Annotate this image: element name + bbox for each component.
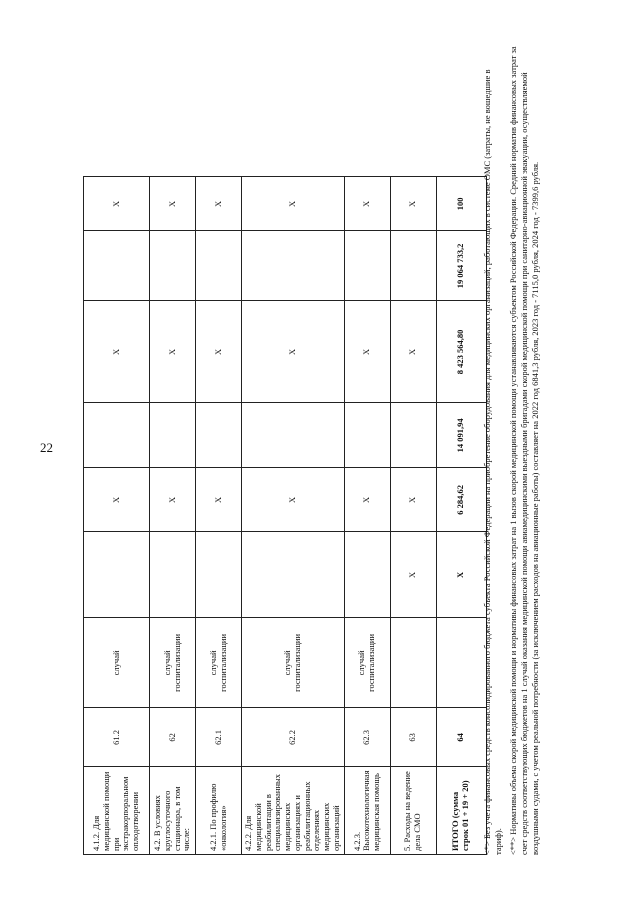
table-row [344, 177, 390, 855]
row-unit [436, 618, 486, 708]
row-unit: случай [84, 618, 150, 708]
table-row [84, 177, 150, 855]
footnote-2: <**> Нормативы объема скорой медицинской помощи и нормативы финансовых затрат на 1 вызов скорой медицинской помощи устанавливаются субъектом Российской Федерации. Средний норматив финансовых затрат за счет средств соответствующих бюджетов на 1 случай оказания медицинской помощи авиамедицинскими выездными бригадами скорой медицинской помощи при санитарно-авиационной эвакуации, осуществляемой воздушными судами, с учетом реальной потребности (за исключением расходов на авиационные работы) составляет на 2022 год 6841,3 рубля, 2023 год - 7115,0 рубля, 2024 год - 7399,6 рубля. [508, 46, 541, 855]
row-label: 5. Расходы на ведение дела СМО [390, 767, 436, 855]
cell-col6 [390, 403, 436, 468]
cell-col9: Х [196, 177, 242, 231]
cell-col4: Х [390, 532, 436, 618]
cell-col7: 8 423 564,80 [436, 301, 486, 403]
cell-col7: Х [242, 301, 345, 403]
row-label: 4.1.2. Для медицинской помощи при экстракорпоральном оплодотворении [84, 767, 150, 855]
cell-col5: Х [390, 468, 436, 532]
cell-col7: Х [390, 301, 436, 403]
cell-col8 [84, 231, 150, 301]
cell-col8 [344, 231, 390, 301]
cell-col7: Х [344, 301, 390, 403]
row-unit: случай госпитализации [344, 618, 390, 708]
table-row [390, 177, 436, 855]
cell-col4 [242, 532, 345, 618]
page-number: 22 [40, 440, 53, 455]
cell-col9: Х [242, 177, 345, 231]
row-code: 64 [436, 708, 486, 767]
cell-col8 [390, 231, 436, 301]
cell-col6 [344, 403, 390, 468]
row-unit [390, 618, 436, 708]
row-code: 62.2 [242, 708, 345, 767]
cell-col6 [196, 403, 242, 468]
cell-col9: Х [84, 177, 150, 231]
cell-col5: Х [242, 468, 345, 532]
footnote-1: <*> Без учета финансовых средств консолидированного бюджета субъекта Российской Федерации на приобретение оборудования для медицинских организаций, работающих в системе ОМС (затраты, не вошедшие в тариф). [482, 69, 504, 855]
row-unit: случай госпитализации [150, 618, 196, 708]
table-row [196, 177, 242, 855]
cell-col4: Х [436, 532, 486, 618]
cell-col4 [196, 532, 242, 618]
table-row [150, 177, 196, 855]
cell-col6 [84, 403, 150, 468]
cell-col6: 14 091,94 [436, 403, 486, 468]
cell-col5: Х [84, 468, 150, 532]
cell-col8 [242, 231, 345, 301]
cell-col4 [84, 532, 150, 618]
row-label: 4.2.1. По профилю «онкология» [196, 767, 242, 855]
cell-col8 [150, 231, 196, 301]
row-label: 4.2.2. Для медицинской реабилитации в специализированных медицинских организациях и реабилитационных отделениях медицинских организаций [242, 767, 345, 855]
row-unit: случай госпитализации [242, 618, 345, 708]
cell-col7: Х [84, 301, 150, 403]
cell-col7: Х [196, 301, 242, 403]
table-row [436, 177, 486, 855]
cell-col6 [242, 403, 345, 468]
cell-col5: 6 284,62 [436, 468, 486, 532]
cell-col9: Х [344, 177, 390, 231]
row-label: 4.2.3. Высокотехнологичная медицинская помощь [344, 767, 390, 855]
cell-col9: 100 [436, 177, 486, 231]
cell-col5: Х [344, 468, 390, 532]
cell-col6 [150, 403, 196, 468]
cell-col4 [344, 532, 390, 618]
financing-table [83, 176, 487, 855]
cell-col9: Х [150, 177, 196, 231]
row-label: 4.2. В условиях круглосуточного стационара, в том числе: [150, 767, 196, 855]
cell-col8: 19 064 733,2 [436, 231, 486, 301]
row-code: 62.1 [196, 708, 242, 767]
cell-col7: Х [150, 301, 196, 403]
row-label: ИТОГО (сумма строк 01 + 19 + 20) [436, 767, 486, 855]
footnotes [482, 45, 545, 855]
row-code: 61.2 [84, 708, 150, 767]
row-code: 63 [390, 708, 436, 767]
cell-col9: Х [390, 177, 436, 231]
cell-col4 [150, 532, 196, 618]
cell-col5: Х [150, 468, 196, 532]
row-code: 62 [150, 708, 196, 767]
cell-col5: Х [196, 468, 242, 532]
row-code: 62.3 [344, 708, 390, 767]
cell-col8 [196, 231, 242, 301]
row-unit: случай госпитализации [196, 618, 242, 708]
table-row [242, 177, 345, 855]
